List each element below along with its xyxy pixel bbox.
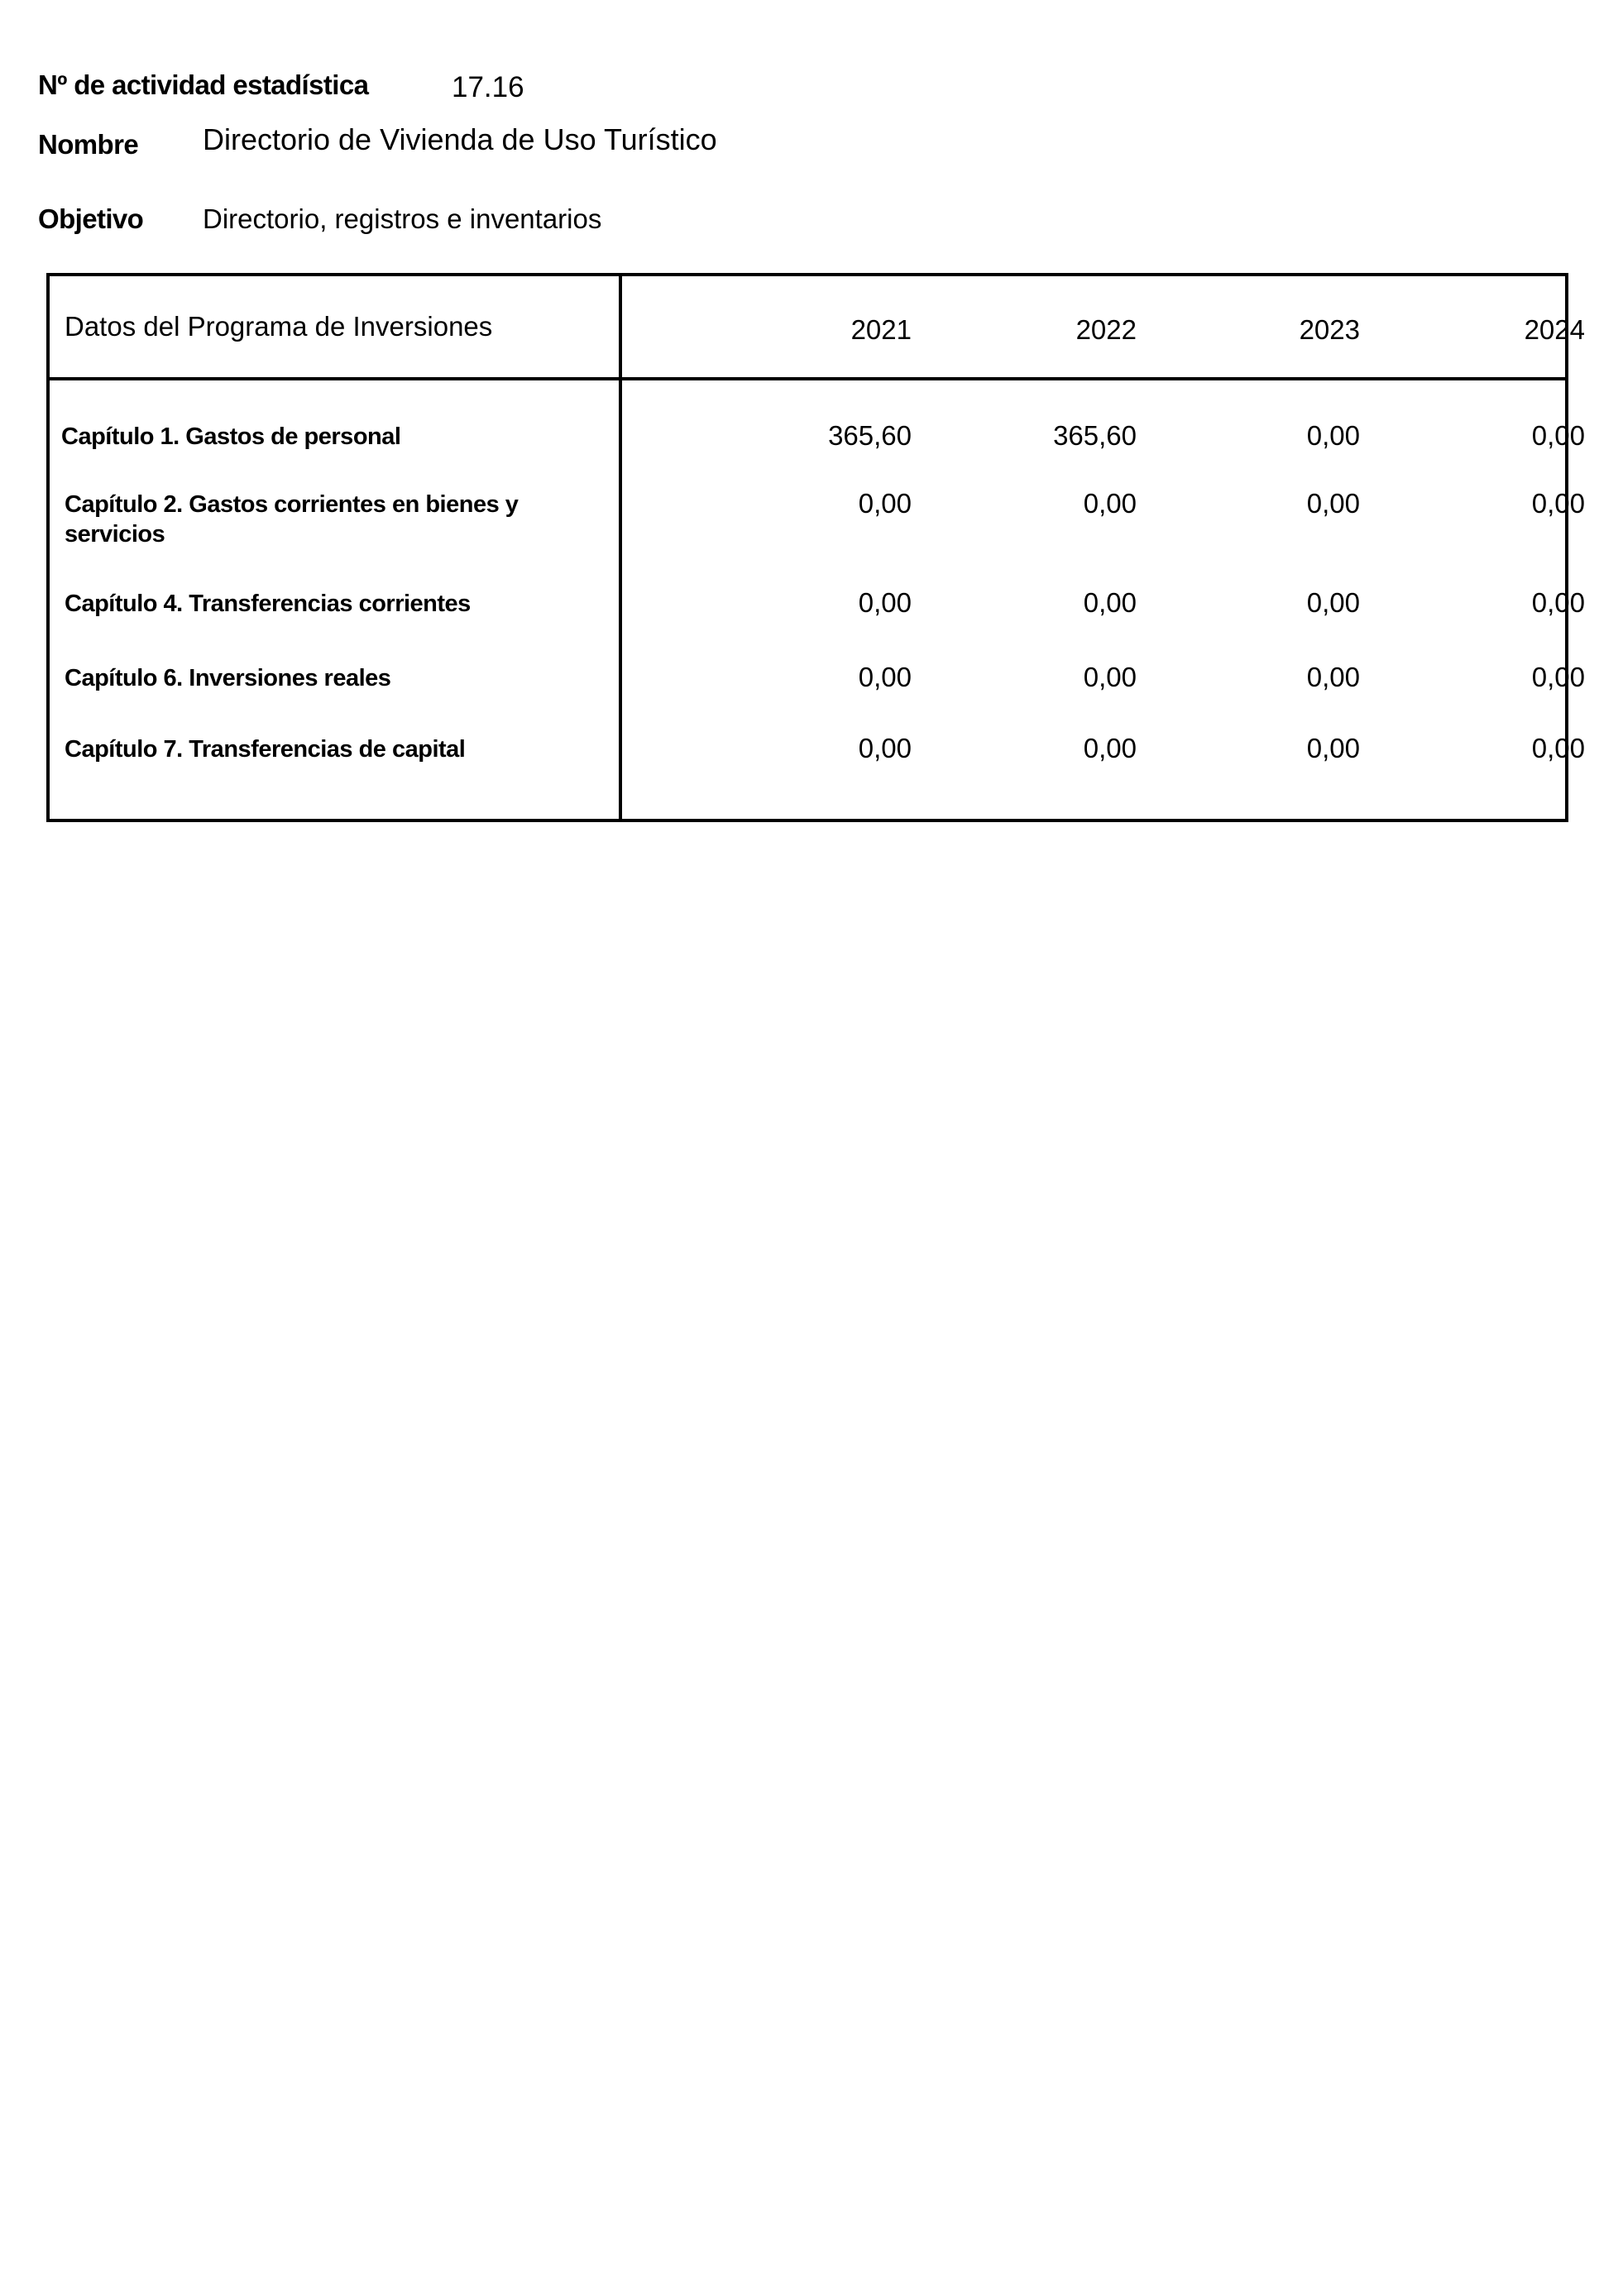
objective-label: Objetivo bbox=[38, 203, 144, 234]
table-cell: 0,00 bbox=[1306, 488, 1360, 519]
table-cell: 0,00 bbox=[1531, 420, 1585, 451]
activity-number-value: 17.16 bbox=[452, 71, 524, 103]
table-cell: 0,00 bbox=[1531, 587, 1585, 618]
row-label-capitulo-6: Capítulo 6. Inversiones reales bbox=[65, 665, 391, 691]
table-cell: 0,00 bbox=[1531, 662, 1585, 692]
name-value: Directorio de Vivienda de Uso Turístico bbox=[203, 122, 717, 156]
investment-table bbox=[46, 273, 1585, 822]
table-cell: 0,00 bbox=[858, 587, 912, 618]
table-cell: 0,00 bbox=[1306, 733, 1360, 763]
table-cell: 0,00 bbox=[1083, 662, 1137, 692]
table-cell: 0,00 bbox=[858, 662, 912, 692]
year-header-2022: 2022 bbox=[1075, 314, 1137, 345]
table-cell: 0,00 bbox=[1083, 587, 1137, 618]
table-cell: 365,60 bbox=[828, 420, 912, 451]
table-column-divider bbox=[619, 276, 622, 819]
table-cell: 0,00 bbox=[1306, 420, 1360, 451]
table-cell: 0,00 bbox=[1306, 662, 1360, 692]
objective-value: Directorio, registros e inventarios bbox=[203, 203, 602, 234]
year-header-2024: 2024 bbox=[1524, 314, 1585, 345]
table-cell: 0,00 bbox=[1531, 488, 1585, 519]
table-cell: 0,00 bbox=[1083, 488, 1137, 519]
table-cell: 0,00 bbox=[1083, 733, 1137, 763]
row-label-capitulo-4: Capítulo 4. Transferencias corrientes bbox=[65, 591, 471, 617]
year-header-2021: 2021 bbox=[850, 314, 912, 345]
table-cell: 0,00 bbox=[1306, 587, 1360, 618]
table-cell: 365,60 bbox=[1053, 420, 1137, 451]
activity-number-label: Nº de actividad estadística bbox=[38, 69, 369, 100]
year-header-2023: 2023 bbox=[1299, 314, 1360, 345]
table-cell: 0,00 bbox=[858, 733, 912, 763]
row-label-capitulo-2: Capítulo 2. Gastos corrientes en bienes y servicios bbox=[65, 491, 519, 548]
table-cell: 0,00 bbox=[1531, 733, 1585, 763]
table-cell: 0,00 bbox=[858, 488, 912, 519]
name-label: Nombre bbox=[38, 129, 139, 160]
table-header-divider bbox=[50, 377, 1565, 380]
table-header-label: Datos del Programa de Inversiones bbox=[65, 311, 493, 342]
row-label-capitulo-1: Capítulo 1. Gastos de personal bbox=[61, 423, 401, 450]
row-label-capitulo-7: Capítulo 7. Transferencias de capital bbox=[65, 736, 466, 763]
